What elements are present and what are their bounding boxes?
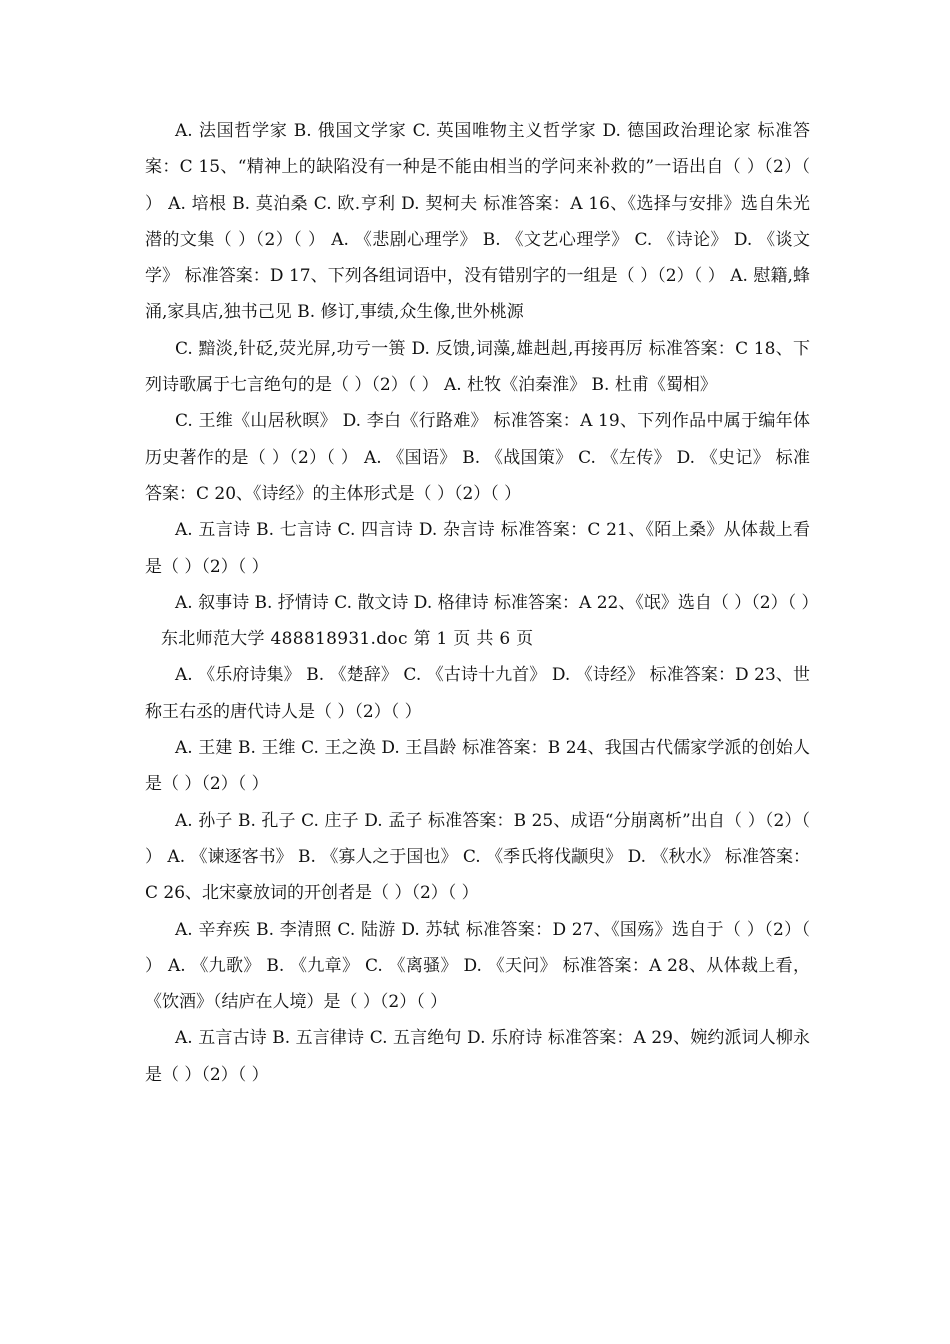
page-footer: 东北师范大学 488818931.doc 第 1 页 共 6 页 bbox=[161, 629, 534, 650]
question-paragraph: C. 黯淡,针砭,荧光屏,功亏一篑 D. 反馈,词藻,雄赳赳,再接再厉 标准答案：C 18、下列诗歌属于七言绝句的是（ ）（2）（ ） A. 杜牧《泊秦淮》 B. 杜甫《蜀相》 bbox=[145, 338, 810, 396]
question-paragraph: A. 叙事诗 B. 抒情诗 C. 散文诗 D. 格律诗 标准答案：A 22、《氓》选自（ ）（2）（ ） bbox=[175, 592, 819, 613]
question-paragraph: A. 五言诗 B. 七言诗 C. 四言诗 D. 杂言诗 标准答案：C 21、《陌上桑》从体裁上看是（ ）（2）（ ） bbox=[145, 520, 810, 577]
question-paragraph: A. 五言古诗 B. 五言律诗 C. 五言绝句 D. 乐府诗 标准答案：A 29、婉约派词人柳永是（ ）（2）（ ） bbox=[145, 1028, 810, 1085]
question-paragraph: C. 王维《山居秋暝》 D. 李白《行路难》 标准答案：A 19、下列作品中属于编年体历史著作的是（ ）（2）（ ） A. 《国语》 B. 《战国策》 C. 《左传》 D. 《史记》 标准答案：C 20、《诗经》的主体形式是（ ）（2）（ ） bbox=[145, 411, 810, 504]
question-paragraph: A. 法国哲学家 B. 俄国文学家 C. 英国唯物主义哲学家 D. 德国政治理论家 标准答案：C 15、“精神上的缺陷没有一种是不能由相当的学问来补救的”一语出自（ ）（2）（ ） A. 培根 B. 莫泊桑 C. 欧.亨利 D. 契柯夫 标准答案：A 16、《选择与安排》选自朱光潜的文集（ ）（2）（ ） A. 《悲剧心理学》 B. 《文艺心理学》 C. 《诗论》 D. 《谈文学》 标准答案：D 17、下列各组词语中，没有错别字的一组是（ ）（2）（ ） A. 慰籍,蜂涌,家具店,独书己见 B. 修订,事绩,众生像,世外桃源 bbox=[145, 121, 810, 323]
question-paragraph: A. 《乐府诗集》 B. 《楚辞》 C. 《古诗十九首》 D. 《诗经》 标准答案：D 23、世称王右丞的唐代诗人是（ ）（2）（ ） bbox=[145, 665, 810, 722]
document-body bbox=[145, 113, 819, 1093]
question-paragraph: A. 孙子 B. 孔子 C. 庄子 D. 孟子 标准答案：B 25、成语“分崩离析”出自（ ）（2）（ ） A. 《谏逐客书》 B. 《寡人之于国也》 C. 《季氏将伐颛臾》 D. 《秋水》 标准答案：C 26、北宋豪放词的开创者是（ ）（2）（ ） bbox=[145, 810, 810, 904]
question-paragraph: A. 王建 B. 王维 C. 王之涣 D. 王昌龄 标准答案：B 24、我国古代儒家学派的创始人是（ ）（2）（ ） bbox=[145, 738, 810, 795]
question-paragraph: A. 辛弃疾 B. 李清照 C. 陆游 D. 苏轼 标准答案：D 27、《国殇》选自于（ ）（2）（ ） A. 《九歌》 B. 《九章》 C. 《离骚》 D. 《天问》 标准答案：A 28、从体裁上看，《饮酒》（结庐在人境）是（ ）（2）（ ） bbox=[145, 919, 810, 1013]
